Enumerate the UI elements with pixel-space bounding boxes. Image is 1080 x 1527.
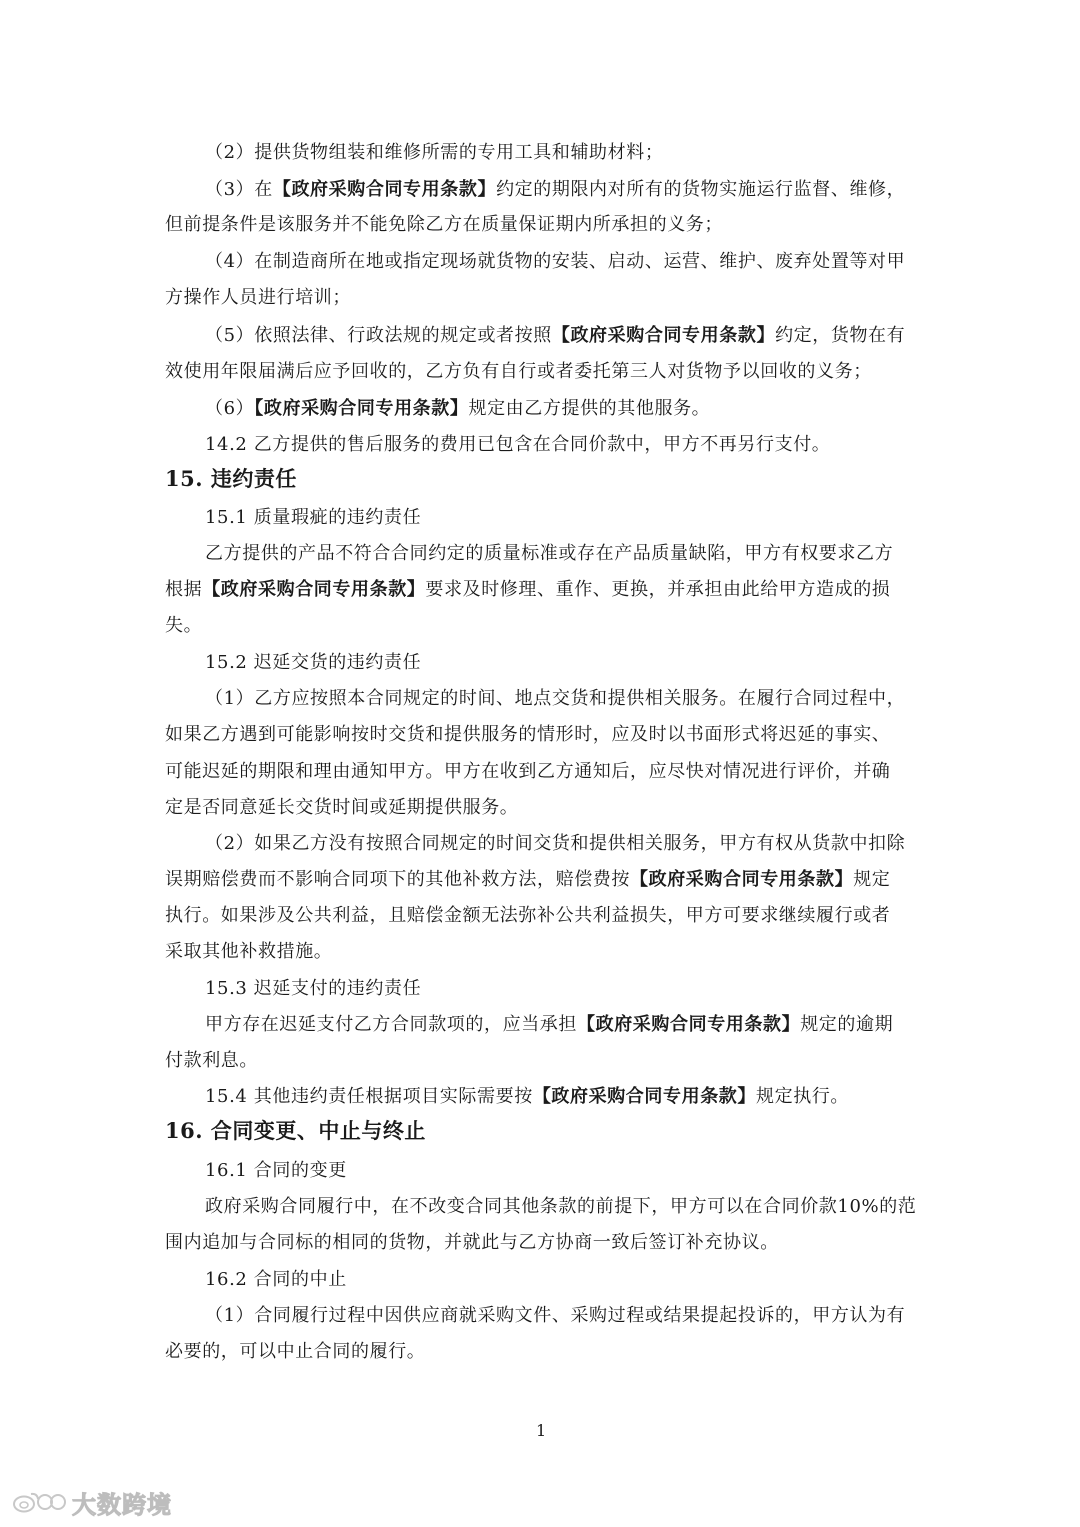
weibo-logo-icon bbox=[12, 1490, 66, 1514]
paragraph-line bbox=[165, 868, 925, 892]
text: （4）在制造商所在地或指定现场就货物的安装、启动、运营、维护、废弃处置等对甲 bbox=[205, 251, 906, 272]
text: 约定的期限内对所有的货物实施运行监督、维修， bbox=[496, 179, 906, 200]
text: （1）乙方应按照本合同规定的时间、地点交货和提供相关服务。在履行合同过程中， bbox=[205, 688, 906, 709]
text: 要求及时修理、重作、更换，并承担由此给甲方造成的损 bbox=[425, 579, 891, 600]
text: 方操作人员进行培训； bbox=[165, 287, 351, 308]
text: （3）在 bbox=[205, 179, 273, 200]
page-number: 1 bbox=[536, 1421, 547, 1440]
text: 14.2 乙方提供的售后服务的费用已包含在合同价款中，甲方不再另行支付。 bbox=[205, 434, 831, 455]
text: 15.3 迟延支付的违约责任 bbox=[205, 978, 422, 999]
text: 可能迟延的期限和理由通知甲方。甲方在收到乙方通知后，应尽快对情况进行评价，并确 bbox=[165, 761, 891, 782]
clause-reference: 【政府采购合同专用条款】 bbox=[577, 1014, 801, 1035]
paragraph-line bbox=[205, 1304, 965, 1328]
text: 效使用年限届满后应予回收的，乙方负有自行或者委托第三人对货物予以回收的义务； bbox=[165, 361, 872, 382]
clause-reference: 【政府采购合同专用条款】 bbox=[532, 1086, 757, 1107]
watermark-text: 大数跨境 bbox=[72, 1490, 172, 1519]
paragraph-line bbox=[165, 904, 925, 928]
text: （6） bbox=[205, 398, 255, 419]
watermark bbox=[12, 1488, 172, 1519]
paragraph-line bbox=[205, 542, 965, 566]
text: 约定，货物在有 bbox=[775, 325, 906, 346]
paragraph-line bbox=[165, 1340, 925, 1364]
text: 执行。如果涉及公共利益，且赔偿金额无法弥补公共利益损失，甲方可要求继续履行或者 bbox=[165, 905, 891, 926]
text: （2）提供货物组装和维修所需的专用工具和辅助材料； bbox=[205, 142, 664, 163]
paragraph-line bbox=[165, 286, 925, 310]
paragraph-line bbox=[205, 250, 965, 274]
paragraph-line bbox=[165, 213, 925, 237]
subsection-title bbox=[205, 651, 965, 675]
text: 16.1 合同的变更 bbox=[205, 1160, 347, 1181]
text: 规定执行。 bbox=[756, 1086, 850, 1107]
paragraph-line bbox=[165, 1049, 925, 1073]
text: 规定 bbox=[853, 869, 891, 890]
paragraph-line bbox=[205, 1195, 965, 1219]
text: 规定由乙方提供的其他服务。 bbox=[468, 398, 711, 419]
text: 付款利息。 bbox=[165, 1050, 258, 1071]
paragraph-line bbox=[205, 141, 965, 165]
paragraph-line bbox=[205, 832, 965, 856]
paragraph-line bbox=[205, 1085, 965, 1109]
text: 定是否同意延长交货时间或延期提供服务。 bbox=[165, 797, 519, 818]
text: 16.2 合同的中止 bbox=[205, 1269, 347, 1290]
paragraph-line bbox=[165, 796, 925, 820]
text: 政府采购合同履行中，在不改变合同其他条款的前提下，甲方可以在合同价款10%的范 bbox=[205, 1196, 917, 1217]
text: 根据 bbox=[165, 579, 203, 600]
paragraph-line bbox=[165, 1231, 925, 1255]
clause-reference: 【政府采购合同专用条款】 bbox=[630, 869, 854, 890]
paragraph-line bbox=[205, 1013, 965, 1037]
paragraph-line bbox=[205, 433, 965, 457]
text: 必要的，可以中止合同的履行。 bbox=[165, 1341, 426, 1362]
clause-reference: 【政府采购合同专用条款】 bbox=[254, 398, 469, 419]
paragraph-line bbox=[205, 324, 965, 348]
clause-reference: 【政府采购合同专用条款】 bbox=[202, 579, 426, 600]
subsection-title bbox=[205, 1159, 965, 1183]
paragraph-line bbox=[165, 614, 925, 638]
text: 误期赔偿费而不影响合同项下的其他补救方法，赔偿费按 bbox=[165, 869, 630, 890]
paragraph-line bbox=[165, 578, 925, 602]
section-heading-15: 15. 违约责任 bbox=[165, 466, 297, 491]
text: 如果乙方遇到可能影响按时交货和提供服务的情形时，应及时以书面形式将迟延的事实、 bbox=[165, 724, 891, 745]
paragraph-line bbox=[165, 760, 925, 784]
text: 围内追加与合同标的相同的货物，并就此与乙方协商一致后签订补充协议。 bbox=[165, 1232, 779, 1253]
subsection-title bbox=[205, 1268, 965, 1292]
paragraph-line bbox=[165, 723, 925, 747]
text: （1）合同履行过程中因供应商就采购文件、采购过程或结果提起投诉的，甲方认为有 bbox=[205, 1305, 906, 1326]
subsection-title bbox=[205, 506, 965, 530]
text: 乙方提供的产品不符合合同约定的质量标准或存在产品质量缺陷，甲方有权要求乙方 bbox=[205, 543, 894, 564]
paragraph-line bbox=[165, 360, 925, 384]
text: 甲方存在迟延支付乙方合同款项的，应当承担 bbox=[205, 1014, 577, 1035]
text: 15.4 其他违约责任根据项目实际需要按 bbox=[205, 1086, 533, 1107]
subsection-title bbox=[205, 977, 965, 1001]
paragraph-line bbox=[165, 940, 925, 964]
clause-reference: 【政府采购合同专用条款】 bbox=[551, 325, 776, 346]
text: （2）如果乙方没有按照合同规定的时间交货和提供相关服务，甲方有权从货款中扣除 bbox=[205, 833, 906, 854]
text: 规定的逾期 bbox=[800, 1014, 894, 1035]
text: 15.2 迟延交货的违约责任 bbox=[205, 652, 422, 673]
paragraph-line bbox=[205, 178, 965, 202]
text: 失。 bbox=[165, 615, 203, 636]
paragraph-line bbox=[205, 687, 965, 711]
clause-reference: 【政府采购合同专用条款】 bbox=[272, 179, 497, 200]
paragraph-line bbox=[205, 397, 965, 421]
section-heading-16: 16. 合同变更、中止与终止 bbox=[165, 1118, 426, 1143]
text: （5）依照法律、行政法规的规定或者按照 bbox=[205, 325, 552, 346]
text: 采取其他补救措施。 bbox=[165, 941, 333, 962]
text: 15.1 质量瑕疵的违约责任 bbox=[205, 507, 422, 528]
text: 但前提条件是该服务并不能免除乙方在质量保证期内所承担的义务； bbox=[165, 214, 723, 235]
